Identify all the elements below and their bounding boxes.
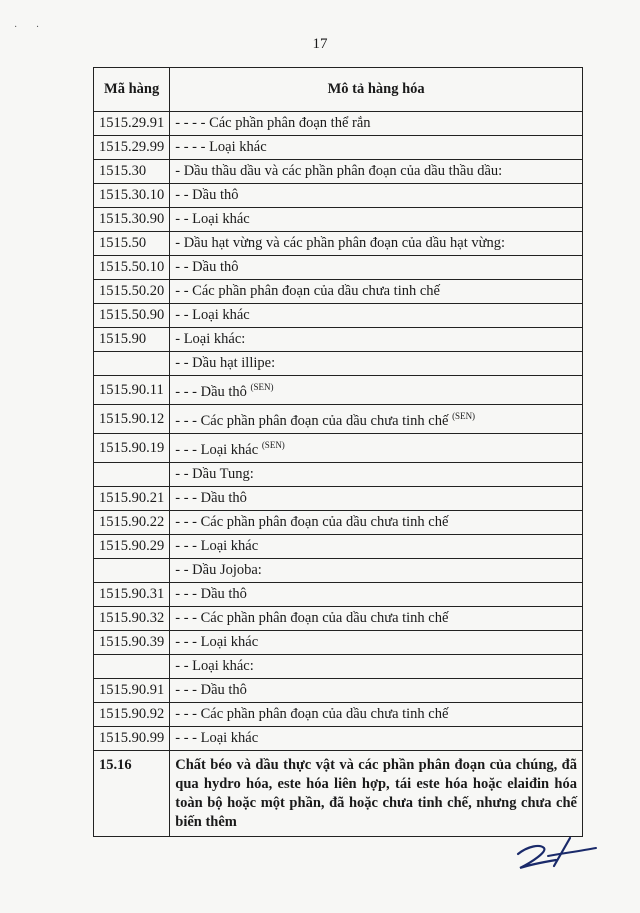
description-text: - - Loại khác xyxy=(175,211,250,227)
description-text: - - - Các phần phân đoạn của dầu chưa tinh chế xyxy=(175,610,449,626)
table-row xyxy=(94,511,583,535)
description-cell xyxy=(170,405,583,434)
table-row xyxy=(94,405,583,434)
description-cell xyxy=(170,511,583,535)
table-row xyxy=(94,607,583,631)
description-text: - - - Các phần phân đoạn của dầu chưa tinh chế xyxy=(175,413,449,429)
table-row xyxy=(94,352,583,376)
description-text: - - Dầu Jojoba: xyxy=(175,562,262,578)
table-row xyxy=(94,232,583,256)
description-text: - - Dầu hạt illipe: xyxy=(175,355,276,371)
hs-code-cell: 1515.90 xyxy=(94,328,170,352)
description-cell xyxy=(170,208,583,232)
hs-code-cell: 1515.90.22 xyxy=(94,511,170,535)
table-row xyxy=(94,535,583,559)
description-cell xyxy=(170,376,583,405)
description-text: - - - Dầu thô xyxy=(175,384,247,400)
description-text: - - Loại khác xyxy=(175,307,250,323)
description-text: - - Dầu Tung: xyxy=(175,466,254,482)
hs-code-cell: 1515.29.99 xyxy=(94,136,170,160)
description-cell xyxy=(170,535,583,559)
description-text: - - - Dầu thô xyxy=(175,682,247,698)
hs-code-cell xyxy=(94,352,170,376)
table-row xyxy=(94,631,583,655)
hs-code-cell: 1515.29.91 xyxy=(94,112,170,136)
description-text: - - Loại khác: xyxy=(175,658,254,674)
description-cell xyxy=(170,280,583,304)
description-text: - Dầu thầu dầu và các phần phân đoạn của dầu thầu dầu: xyxy=(175,163,503,179)
hs-code-cell: 1515.90.32 xyxy=(94,607,170,631)
description-text: - - - Dầu thô xyxy=(175,586,247,602)
description-cell xyxy=(170,679,583,703)
description-cell xyxy=(170,352,583,376)
description-cell xyxy=(170,160,583,184)
hs-code-cell: 1515.90.91 xyxy=(94,679,170,703)
description-cell xyxy=(170,463,583,487)
signature xyxy=(510,832,600,877)
sen-marker: (SEN) xyxy=(452,411,476,421)
description-text: - - - Các phần phân đoạn của dầu chưa tinh chế xyxy=(175,514,449,530)
sen-marker: (SEN) xyxy=(261,440,285,450)
description-cell xyxy=(170,559,583,583)
table-row xyxy=(94,559,583,583)
description-cell xyxy=(170,184,583,208)
hs-code-cell: 1515.30.90 xyxy=(94,208,170,232)
scan-specks: · · xyxy=(14,22,48,33)
description-text: - - - Loại khác xyxy=(175,538,259,554)
table-row xyxy=(94,727,583,751)
table-row xyxy=(94,112,583,136)
description-text: - - Dầu thô xyxy=(175,187,239,203)
table-row xyxy=(94,208,583,232)
table-row xyxy=(94,703,583,727)
table-row xyxy=(94,583,583,607)
hs-code-cell: 1515.30 xyxy=(94,160,170,184)
description-cell xyxy=(170,607,583,631)
heading-row xyxy=(94,751,583,837)
tariff-table xyxy=(93,67,583,837)
heading-code-cell: 15.16 xyxy=(94,751,170,837)
table-header-row xyxy=(94,68,583,112)
heading-description-cell: Chất béo và dầu thực vật và các phần phân đoạn của chúng, đã qua hydro hóa, este hóa liên hợp, tái este hóa hoặc elaiđin hóa toàn bộ hoặc một phần, đã hoặc chưa tinh chế, nhưng chưa chế biến thêm xyxy=(170,751,583,837)
hs-code-cell xyxy=(94,655,170,679)
hs-code-cell: 1515.90.19 xyxy=(94,434,170,463)
table-row xyxy=(94,280,583,304)
table-row xyxy=(94,434,583,463)
description-text: - - Các phần phân đoạn của dầu chưa tinh chế xyxy=(175,283,440,299)
description-cell xyxy=(170,434,583,463)
table-body xyxy=(94,112,583,837)
table-row xyxy=(94,376,583,405)
description-cell xyxy=(170,328,583,352)
description-cell xyxy=(170,136,583,160)
description-cell xyxy=(170,487,583,511)
hs-code-cell: 1515.90.39 xyxy=(94,631,170,655)
table-row xyxy=(94,328,583,352)
hs-code-cell: 1515.50.20 xyxy=(94,280,170,304)
hs-code-cell: 1515.50.90 xyxy=(94,304,170,328)
description-cell xyxy=(170,655,583,679)
description-cell xyxy=(170,583,583,607)
table-row xyxy=(94,136,583,160)
description-text: - - - Loại khác xyxy=(175,442,259,458)
hs-code-cell: 1515.30.10 xyxy=(94,184,170,208)
description-cell xyxy=(170,304,583,328)
hs-code-cell: 1515.50 xyxy=(94,232,170,256)
description-cell xyxy=(170,112,583,136)
description-text: - Dầu hạt vừng và các phần phân đoạn của dầu hạt vừng: xyxy=(175,235,506,251)
description-cell xyxy=(170,232,583,256)
description-text: - - Dầu thô xyxy=(175,259,239,275)
description-text: - - - Dầu thô xyxy=(175,490,247,506)
table-row xyxy=(94,679,583,703)
description-text: - - - - Loại khác xyxy=(175,139,267,155)
sen-marker: (SEN) xyxy=(250,382,274,392)
table-row xyxy=(94,655,583,679)
hs-code-cell: 1515.90.11 xyxy=(94,376,170,405)
description-cell xyxy=(170,703,583,727)
table-row xyxy=(94,160,583,184)
table-row xyxy=(94,184,583,208)
description-text: - Loại khác: xyxy=(175,331,246,347)
hs-code-cell: 1515.90.31 xyxy=(94,583,170,607)
description-text: - - - Các phần phân đoạn của dầu chưa tinh chế xyxy=(175,706,449,722)
hs-code-cell: 1515.90.99 xyxy=(94,727,170,751)
table-row xyxy=(94,256,583,280)
description-text: - - - Loại khác xyxy=(175,634,259,650)
hs-code-cell xyxy=(94,463,170,487)
table-row xyxy=(94,304,583,328)
table-row xyxy=(94,463,583,487)
description-cell xyxy=(170,256,583,280)
hs-code-cell: 1515.50.10 xyxy=(94,256,170,280)
hs-code-cell: 1515.90.12 xyxy=(94,405,170,434)
description-text: - - - - Các phần phân đoạn thể rắn xyxy=(175,115,371,131)
header-code: Mã hàng xyxy=(94,68,170,112)
description-cell xyxy=(170,727,583,751)
hs-code-cell xyxy=(94,559,170,583)
page-number: 17 xyxy=(312,36,328,52)
hs-code-cell: 1515.90.29 xyxy=(94,535,170,559)
description-cell xyxy=(170,631,583,655)
header-description: Mô tả hàng hóa xyxy=(170,68,583,112)
table-row xyxy=(94,487,583,511)
description-text: - - - Loại khác xyxy=(175,730,259,746)
hs-code-cell: 1515.90.92 xyxy=(94,703,170,727)
hs-code-cell: 1515.90.21 xyxy=(94,487,170,511)
